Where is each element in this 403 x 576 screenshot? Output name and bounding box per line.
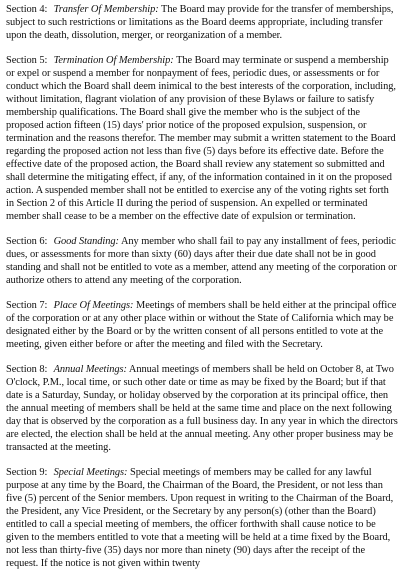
section-title: Transfer Of Membership:	[53, 4, 159, 15]
section-body: The Board may terminate or suspend a membership or expel or suspend a member for nonpayment of fees, periodic dues, or assessments or for conduct which the Board shall deem inimical to the best interests of the corporation, including, without limitation, flagrant violation of any provision of these Bylaws or failure to satisfy membership qualifications. The Board shall give the member who is the subject of the proposed action fifteen (15) days' prior notice of the proposed expulsion, suspension, or termination and the reasons therefor. The member may submit a written statement to the Board regarding the proposed action not less than five (5) days before its effective date. Before the effective date of the proposed action, the Board shall review any statement so submitted and shall determine the mitigating effect, if any, of the information contained in it on the proposed action. A suspended member shall not be entitled to exercise any of the voting rights set forth in Section 2 of this Article II during the period of suspension. An expelled or terminated member shall cease to be a member on the effective date of expulsion or termination.	[6, 55, 396, 222]
section-number: Section 8:	[6, 364, 48, 375]
section-4	[6, 3, 399, 42]
section-7	[6, 299, 399, 351]
section-number: Section 6:	[6, 236, 48, 247]
section-5	[6, 54, 399, 223]
section-body: Annual meetings of members shall be held on October 8, at Two O'clock, P.M., local time, or such other date or time as may be fixed by the Board; but if that date is a Saturday, Sunday, or holiday observed by the corporation at its principal office, then the annual meeting of members shall be held at the same time and place on the next following day that is observed by the corporation as a full business day. In any year in which the directors are elected, the election shall be held at the annual meeting. Any other proper business may be transacted at the meeting.	[6, 364, 398, 453]
section-6	[6, 235, 399, 287]
section-body: Meetings of members shall be held either at the principal office of the corporation or at any other place within or without the State of California which may be designated either by the Board or by the written consent of all persons entitled to vote at the meeting, given either before or after the meeting and filed with the Secretary.	[6, 300, 397, 350]
section-8	[6, 363, 399, 454]
section-body: The Board may provide for the transfer of memberships, subject to such restrictions or limitations as the Board deems appropriate, including transfer upon the death, dissolution, merger, or reorganization of a member.	[6, 4, 394, 41]
section-number: Section 9:	[6, 467, 48, 478]
section-number: Section 5:	[6, 55, 48, 66]
section-number: Section 4:	[6, 4, 48, 15]
section-title: Special Meetings:	[53, 467, 128, 478]
section-title: Place Of Meetings:	[53, 300, 134, 311]
section-body: Any member who shall fail to pay any installment of fees, periodic dues, or assessments for more than sixty (60) days after their due date shall not be in good standing and shall not be entitled to vote as a member, attend any meeting of the corporation or authorize others to attend any meeting of the corporation.	[6, 236, 397, 286]
section-title: Annual Meetings:	[53, 364, 127, 375]
section-title: Good Standing:	[53, 236, 119, 247]
section-9	[6, 466, 399, 570]
section-number: Section 7:	[6, 300, 48, 311]
section-body: Special meetings of members may be called for any lawful purpose at any time by the Board, the Chairman of the Board, the President, or not less than five (5) percent of the Senior members. Upon request in writing to the Chairman of the Board, the President, any Vice President, or the Secretary by any person(s) (other than the Board) entitled to call a special meeting of members, the officer forthwith shall cause notice to be given to the members entitled to vote that a meeting will be held at a time fixed by the Board, not less than thirty-five (35) days nor more than ninety (90) days after the receipt of the request. If the notice is not given within twenty	[6, 467, 394, 569]
section-title: Termination Of Membership:	[53, 55, 174, 66]
